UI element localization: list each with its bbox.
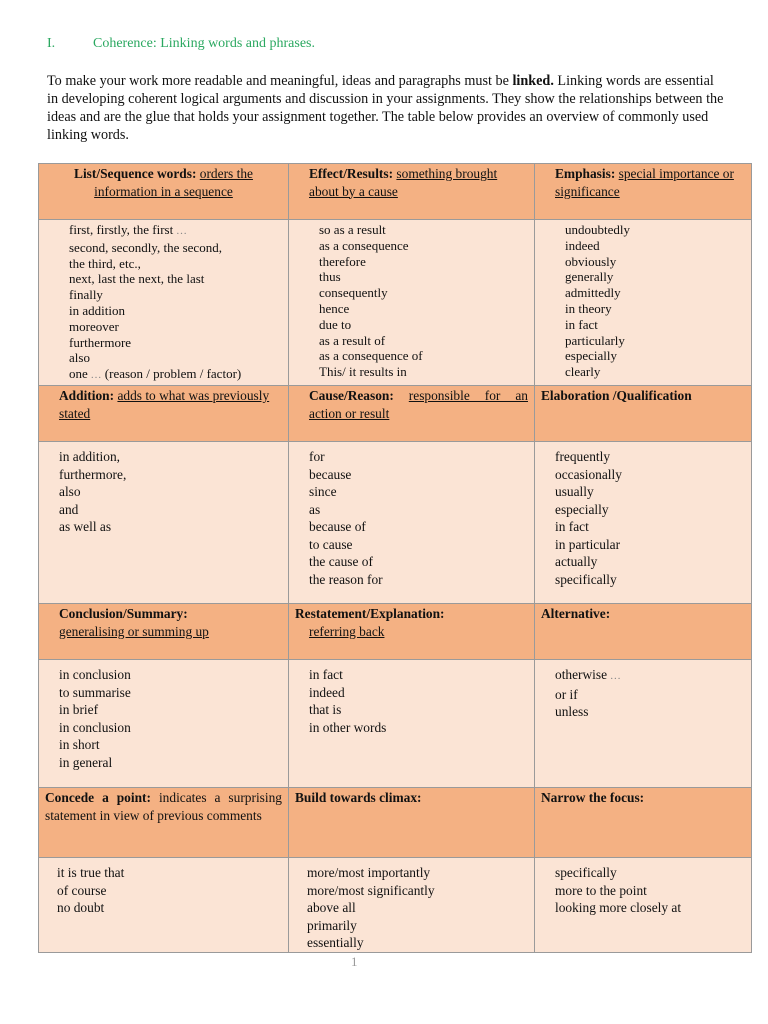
ellipsis-mark: … [173,225,187,237]
item-text: next, last the next, the last [69,271,205,287]
item-text: so as a result [319,222,386,237]
items-cell [535,660,752,788]
list-item [69,335,282,351]
items-list [555,666,745,721]
linking-words-table [38,163,752,953]
item-text: due to [319,316,352,332]
page-number: 1 [351,954,358,969]
list-item [309,553,528,571]
item-text: of course [57,882,107,898]
list-item [59,736,282,754]
intro-text-2: Linking words are essential in developing coherent logical arguments and discussion in your assignments. They show the relationships between the ideas and are the glue that holds your assignment together. The table below provides an overview of commonly used linking words. [47,73,724,143]
items-cell [289,660,535,788]
item-text: especially [565,348,617,364]
ellipsis-mark: … [607,670,621,682]
item-text: and [59,501,79,517]
item-text: in particular [555,536,621,552]
item-text: more to the point [555,882,647,898]
items-list [309,448,528,588]
item-text: in fact [309,667,343,682]
list-item [59,719,282,737]
list-item [69,350,282,366]
list-item [69,240,282,256]
items-cell [535,220,752,386]
header-cell-emphasis [535,164,752,220]
item-text: that is [309,702,342,717]
item-text: in other words [309,719,387,735]
section-number: I. [47,36,56,51]
items-list [69,222,282,384]
item-text: as [309,501,321,517]
header-cell-restatement [289,604,535,660]
items-cell [535,858,752,953]
section-heading [47,36,315,52]
list-item [69,222,282,240]
items-cell [39,660,289,788]
item-text: in fact [565,316,598,332]
list-item [307,882,528,900]
list-item [309,701,528,719]
item-text: indeed [309,684,345,700]
header-cell-alternative [535,604,752,660]
list-item [565,238,745,254]
list-item [59,754,282,772]
item-text: in conclusion [59,667,131,682]
item-text: the cause of [309,554,373,569]
item-text: generally [565,269,614,285]
list-item [565,348,745,364]
item-text: clearly [565,364,601,380]
header-cell-conclusion [39,604,289,660]
item-text: for [309,449,325,464]
item-text: the reason for [309,571,383,587]
category-label: Conclusion/Summary: [59,606,188,621]
item-text: or if [555,686,578,702]
list-item [319,348,528,364]
category-description: adds to what was previously stated [59,388,270,421]
items-list [565,222,745,380]
list-item [555,536,745,554]
ellipsis-mark: … [87,369,102,382]
item-text: usually [555,484,594,499]
list-item [309,719,528,737]
item-text: because [309,466,352,482]
category-description: special importance or significance [555,166,734,199]
header-row [39,604,752,660]
list-item [307,917,528,935]
category-label: Alternative: [541,606,611,621]
list-item [565,364,745,380]
item-text: the third, etc., [69,255,141,271]
item-text: otherwise [555,667,608,682]
item-text: consequently [319,285,388,301]
item-text: occasionally [555,466,622,482]
item-text: hence [319,300,350,316]
items-list [307,864,528,952]
item-text: thus [319,269,341,285]
list-item [309,448,528,466]
items-row [39,220,752,386]
list-item [565,317,745,333]
item-text: undoubtedly [565,222,630,237]
item-text: since [309,484,337,499]
list-item [69,319,282,335]
intro-bold-word: linked. [512,73,554,89]
items-cell [289,858,535,953]
list-item [309,501,528,519]
list-item [59,448,282,466]
category-label: Addition: [59,388,115,403]
intro-paragraph [47,72,727,144]
item-text: in short [59,737,100,752]
list-item [307,899,528,917]
list-item [59,518,282,536]
items-row [39,858,752,953]
item-text: specifically [555,571,617,587]
header-cell-climax [289,788,535,858]
items-cell [289,442,535,604]
item-text: frequently [555,449,611,464]
items-list [59,666,282,771]
item-text: also [59,484,81,499]
category-label: Effect/Results: [309,166,394,181]
list-item [309,684,528,702]
list-item [555,666,745,686]
item-text: in general [59,754,113,770]
item-text: essentially [307,935,364,950]
items-cell [535,442,752,604]
category-label: Concede a point: [45,790,151,805]
header-row [39,164,752,220]
header-cell-narrow-focus [535,788,752,858]
items-list [309,666,528,736]
item-text: looking more closely at [555,900,682,915]
category-description: something brought about by a cause [309,166,498,199]
item-text: second, secondly, the second, [69,239,222,255]
items-row [39,660,752,788]
list-item [555,501,745,519]
category-label: Cause/Reason: [309,388,394,403]
list-item [69,287,282,303]
header-row [39,386,752,442]
category-description: referring back [309,623,385,639]
item-text: above all [307,900,356,915]
header-cell-list-sequence [39,164,289,220]
list-item [555,553,745,571]
list-item [565,301,745,317]
list-item [319,238,528,254]
list-item [307,934,528,952]
item-text: This/ it results in [319,364,407,380]
list-item [57,899,282,917]
list-item [565,333,745,349]
list-item [319,317,528,333]
item-text: indeed [565,237,600,253]
list-item [309,571,528,589]
item-text: in theory [565,300,612,316]
list-item [319,364,528,380]
list-item [319,301,528,317]
item-text: to cause [309,536,353,552]
item-text: especially [555,501,609,517]
list-item [59,501,282,519]
item-text: because of [309,519,366,534]
list-item [555,483,745,501]
items-list [555,864,745,917]
items-row [39,442,752,604]
item-text: more/most significantly [307,882,435,898]
category-label: Elaboration /Qualification [541,388,692,403]
list-item [69,271,282,287]
item-suffix: (reason / problem / factor) [101,366,242,382]
items-list [555,448,745,588]
list-item [555,466,745,484]
item-text: more/most importantly [307,865,431,880]
intro-text-1: To make your work more readable and meaningful, ideas and paragraphs must be [47,73,513,89]
item-text: finally [69,287,103,303]
items-list [319,222,528,380]
header-cell-elaboration [535,386,752,442]
header-cell-cause-reason [289,386,535,442]
category-label: Narrow the focus: [541,790,645,805]
item-text: as a consequence of [319,348,423,364]
list-item [309,483,528,501]
list-item [319,222,528,238]
items-list [59,448,282,536]
item-text: therefore [319,253,366,269]
list-item [555,882,745,900]
header-cell-addition [39,386,289,442]
list-item [319,269,528,285]
category-label: List/Sequence words: [74,166,197,181]
item-text: also [69,350,90,366]
items-cell [39,220,289,386]
list-item [69,303,282,319]
item-text: actually [555,554,598,569]
category-description: orders the information in a sequence [94,166,253,199]
header-cell-effect-results [289,164,535,220]
item-text: primarily [307,917,357,933]
section-title: Coherence: Linking words and phrases. [93,36,315,51]
item-text: it is true that [57,865,125,880]
item-text: furthermore, [59,466,127,482]
list-item [59,483,282,501]
list-item [319,285,528,301]
item-text: obviously [565,253,617,269]
item-text: unless [555,704,589,719]
list-item [319,254,528,270]
list-item [565,285,745,301]
item-text: in brief [59,702,99,717]
header-row [39,788,752,858]
list-item [59,684,282,702]
list-item [555,864,745,882]
category-label: Emphasis: [555,166,616,181]
item-text: one [69,366,88,382]
list-item [59,666,282,684]
list-item [555,899,745,917]
list-item [69,256,282,272]
list-item [555,571,745,589]
list-item [565,269,745,285]
item-text: moreover [69,318,119,334]
list-item [307,864,528,882]
header-cell-concede [39,788,289,858]
items-cell [289,220,535,386]
items-cell [39,442,289,604]
list-item [59,701,282,719]
list-item [57,882,282,900]
item-text: as well as [59,519,112,534]
list-item [555,518,745,536]
list-item [309,518,528,536]
item-text: as a result of [319,332,386,348]
list-item [565,254,745,270]
list-item [555,448,745,466]
item-text: admittedly [565,285,621,301]
category-label: Restatement/Explanation: [295,606,445,621]
item-text: no doubt [57,900,105,915]
items-cell [39,858,289,953]
items-list [57,864,282,917]
list-item [309,536,528,554]
item-text: particularly [565,332,625,348]
category-description: indicates a surprising statement in view of previous comments [45,790,282,823]
list-item [309,666,528,684]
item-text: in fact [555,519,589,534]
category-description: generalising or summing up [59,623,209,639]
list-item [555,686,745,704]
list-item [309,466,528,484]
item-text: as a consequence [319,237,409,253]
item-text: specifically [555,865,617,880]
list-item [69,366,282,384]
list-item [59,466,282,484]
item-text: first, firstly, the first [69,222,174,237]
category-description: responsible for an action or result [309,388,528,421]
item-text: to summarise [59,684,131,700]
item-text: furthermore [69,334,132,350]
list-item [565,222,745,238]
list-item [57,864,282,882]
item-text: in addition, [59,449,120,464]
item-text: in conclusion [59,719,131,735]
category-label: Build towards climax: [295,790,422,805]
list-item [319,333,528,349]
item-text: in addition [69,302,125,318]
list-item [555,703,745,721]
